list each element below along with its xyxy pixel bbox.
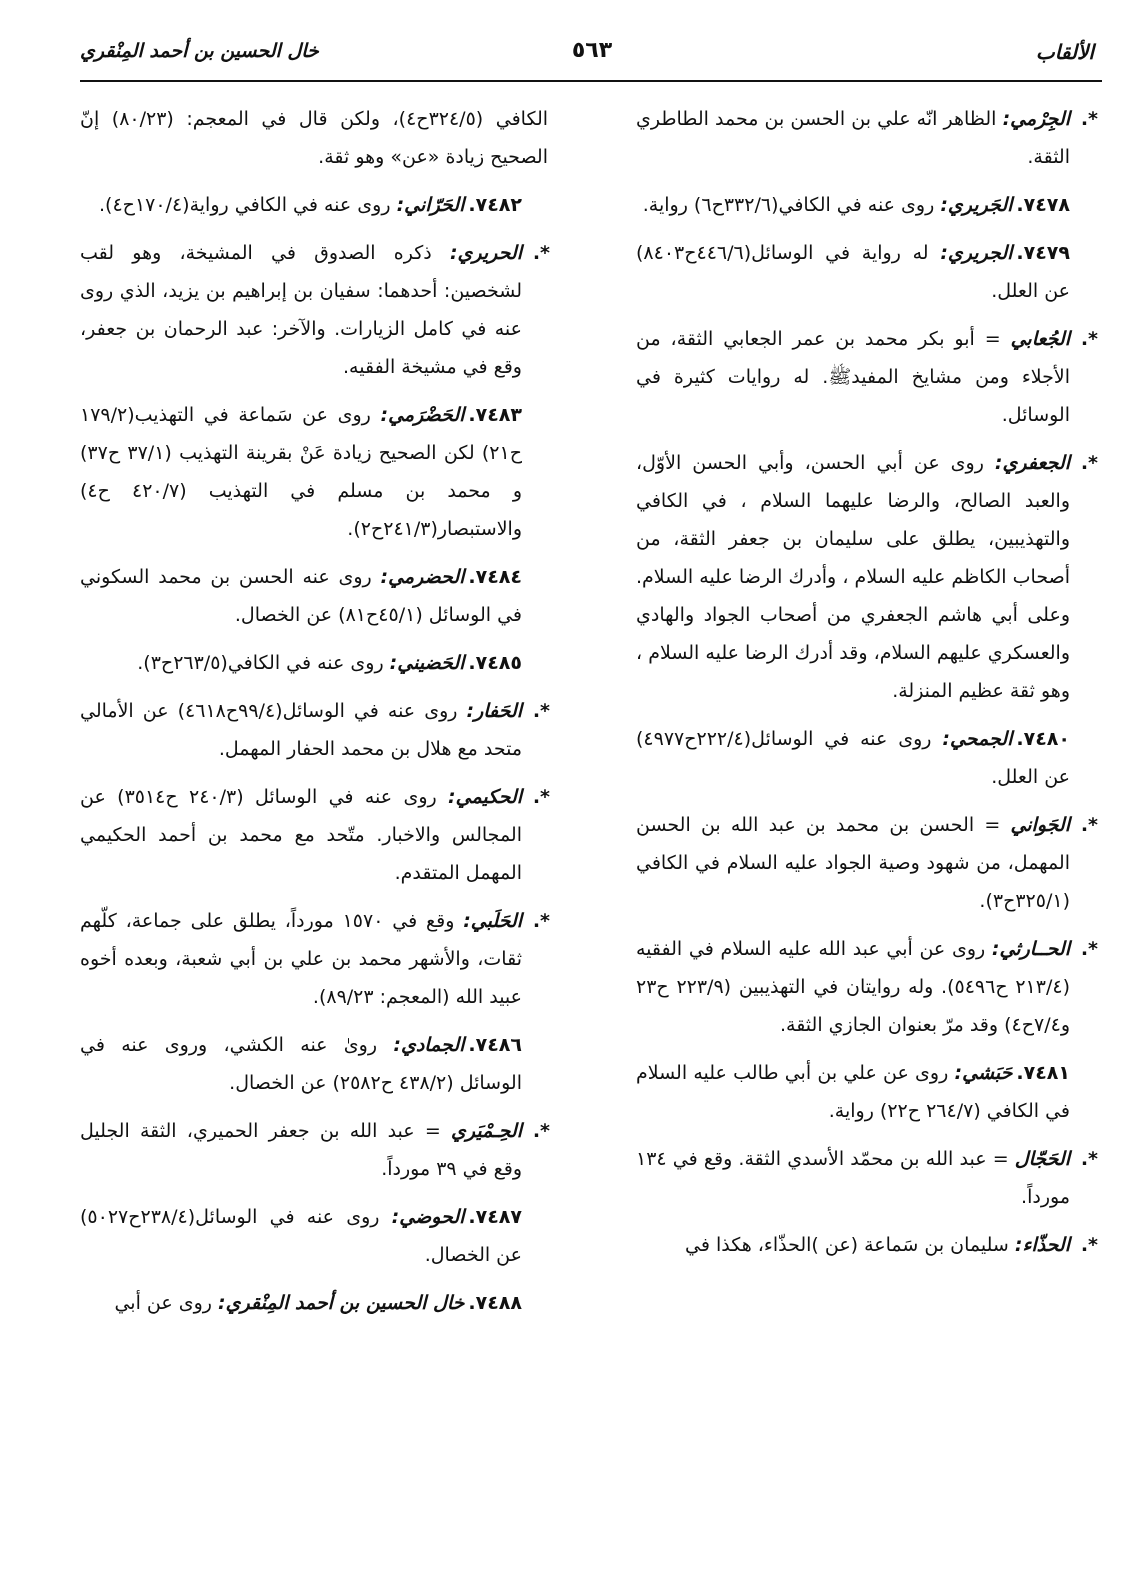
entry bbox=[636, 186, 1096, 224]
entry-term: حَبَشي: bbox=[954, 1062, 1013, 1084]
entry-text: الكافي (٣٢٤/٥ح٤)، ولكن قال في المعجم: (٨٠/٢٣) إنّ الصحيح زيادة «عن» وهو ثقة. bbox=[80, 108, 549, 168]
entry bbox=[80, 186, 548, 224]
entry-text: روى عن أبي الحسن، وأبي الحسن الأوّل، والعبد الصالح، والرضا عليهما السلام ، في الكافي والتهذيبين، يطلق على سليمان بن جعفر الثقة، من أصحاب الكاظم عليه السلام ، وأدرك الرضا عليه السلام. وعلى أبي هاشم الجعفري من أصحاب الجواد والهادي والعسكري عليهم السلام، وقد أدرك الرضا عليه السلام ، وهو ثقة عظيم المنزلة. bbox=[636, 452, 1070, 702]
entry-term: الجُعابي bbox=[1010, 328, 1070, 350]
entry-text: روى عن علي بن أبي طالب عليه السلام في الكافي (٢٦٤/٧ ح٢٢) رواية. bbox=[636, 1062, 1070, 1122]
entry-marker: *. bbox=[1080, 108, 1098, 130]
entry-text: روى عنه في الوسائل (٢٤٠/٣ ح٣٥١٤) عن المجالس والاخبار. متّحد مع محمد بن أحمد الحكيمي المهمل المتقدم. bbox=[80, 786, 522, 884]
entry-marker: *. bbox=[532, 910, 550, 932]
entry-text: = عبد الله بن محمّد الأسدي الثقة. وقع في ١٣٤ مورداً. bbox=[636, 1148, 1070, 1208]
entry-text: = أبو بكر محمد بن عمر الجعابي الثقة، من الأجلاء ومن مشايخ المفيدﷺ. له روايات كثيرة في الوسائل. bbox=[636, 328, 1070, 426]
left-column bbox=[80, 100, 548, 1332]
entry-number: ٧٤٨٨. bbox=[468, 1292, 522, 1314]
entry bbox=[80, 902, 548, 1016]
entry-number: ٧٤٨٢. bbox=[468, 194, 522, 216]
entry-term: الحضرمي: bbox=[380, 566, 465, 588]
entry-number: ٧٤٧٩. bbox=[1016, 242, 1070, 264]
entry-term: الجَواني bbox=[1010, 814, 1070, 836]
entry-term: الجعفري: bbox=[994, 452, 1070, 474]
entry-text: الظاهر انّه علي بن الحسن بن محمد الطاطري الثقة. bbox=[636, 108, 1070, 168]
entry bbox=[80, 1112, 548, 1188]
right-column bbox=[636, 100, 1096, 1274]
entry bbox=[80, 234, 548, 386]
entry-marker: *. bbox=[1080, 938, 1098, 960]
entry bbox=[80, 396, 548, 548]
entry-term: الحِـمْيَري bbox=[451, 1120, 522, 1142]
entry-text: روى عنه في الكافي(٢٦٣/٥ح٣). bbox=[137, 652, 390, 674]
entry-number: ٧٤٨٧. bbox=[468, 1206, 522, 1228]
section-title: الألقاب bbox=[1035, 40, 1094, 64]
entry-term: الجريري: bbox=[940, 242, 1013, 264]
entry-text: روى عنه في الوسائل(٩٩/٤ح٤٦١٨) عن الأمالي متحد مع هلال بن محمد الحفار المهمل. bbox=[80, 700, 522, 760]
entry-text: روى عن سَماعة في التهذيب(١٧٩/٢ ح٢١) لكن الصحيح زيادة عَنْ بقرينة التهذيب (٣٧/١ ح٣٧) و محمد بن مسلم في التهذيب (٤٢٠/٧ ح٤) والاستبصار(٢٤١/٣ح٢). bbox=[80, 404, 522, 540]
entry-term: الحَجّال bbox=[1014, 1148, 1070, 1170]
entry bbox=[80, 1284, 548, 1322]
entry-term: الحَفار: bbox=[466, 700, 522, 722]
entry-text: روى عنه في الكافي رواية(١٧٠/٤ح٤). bbox=[99, 194, 397, 216]
entry-text: له رواية في الوسائل(٤٤٦/٦ح٨٤٠٣) عن العلل. bbox=[636, 242, 1070, 302]
entry-number: ٧٤٨٣. bbox=[468, 404, 522, 426]
entry-marker: *. bbox=[1080, 1148, 1098, 1170]
entry bbox=[636, 234, 1096, 310]
entry-number: ٧٤٨١. bbox=[1016, 1062, 1070, 1084]
entry-term: الجِرْمي: bbox=[1002, 108, 1070, 130]
entry-number: ٧٤٨٦. bbox=[468, 1034, 522, 1056]
entry-term: الحَلَبي: bbox=[463, 910, 522, 932]
entry-term: الجَريري: bbox=[940, 194, 1013, 216]
entry-term: خال الحسين بن أحمد المِنْقري: bbox=[218, 1292, 465, 1314]
entry-text: سليمان بن سَماعة (عن )الحذّاء، هكذا في bbox=[685, 1234, 1015, 1256]
entry bbox=[636, 930, 1096, 1044]
entry-term: الجمادي: bbox=[393, 1034, 465, 1056]
entry bbox=[80, 558, 548, 634]
entry-text: وقع في ١٥٧٠ مورداً، يطلق على جماعة، كلّهم ثقات، والأشهر محمد بن علي بن أبي شعبة، وبعده أخوه عبيد الله (المعجم: ٨٩/٢٣). bbox=[80, 910, 522, 1008]
entry bbox=[80, 100, 548, 176]
entry-term: الحذّاء: bbox=[1014, 1234, 1070, 1256]
entry-marker: *. bbox=[1080, 814, 1098, 836]
entry-number: ٧٤٨٥. bbox=[468, 652, 522, 674]
entry-number: ٧٤٨٤. bbox=[468, 566, 522, 588]
entry-marker: *. bbox=[1080, 452, 1098, 474]
entry bbox=[80, 692, 548, 768]
entry-marker: *. bbox=[532, 242, 550, 264]
entry bbox=[80, 1026, 548, 1102]
entry bbox=[636, 100, 1096, 176]
entry bbox=[636, 444, 1096, 710]
entry-text: = عبد الله بن جعفر الحميري، الثقة الجليل وقع في ٣٩ مورداً. bbox=[80, 1120, 522, 1180]
entry-number: ٧٤٧٨. bbox=[1016, 194, 1070, 216]
entry-text: روى عنه في الكافي(٣٣٢/٦ح٦) رواية. bbox=[642, 194, 941, 216]
entry bbox=[636, 1226, 1096, 1264]
entry-text: روى عنه في الوسائل(٢٣٨/٤ح٥٠٢٧) عن الخصال. bbox=[80, 1206, 522, 1266]
entry bbox=[636, 1054, 1096, 1130]
entry-term: الحَضْرَمي: bbox=[380, 404, 465, 426]
entry-term: الحوضي: bbox=[391, 1206, 465, 1228]
running-title: خال الحسين بن أحمد المِنْقري bbox=[80, 40, 319, 62]
entry-term: الحَرّاني: bbox=[396, 194, 465, 216]
entry-term: الجمحي: bbox=[942, 728, 1013, 750]
entry-text: روى عن أبي bbox=[114, 1292, 219, 1314]
page-number: ٥٦٣ bbox=[571, 38, 613, 63]
entry-marker: *. bbox=[532, 1120, 550, 1142]
entry-marker: *. bbox=[532, 786, 550, 808]
entry bbox=[80, 644, 548, 682]
entry-text: ذكره الصدوق في المشيخة، وهو لقب لشخصين: أحدهما: سفيان بن إبراهيم بن يزيد، الذي روى عنه في كامل الزيارات. والآخر: عبد الرحمان بن جعفر، وقع في مشيخة الفقيه. bbox=[80, 242, 522, 378]
entry bbox=[80, 778, 548, 892]
page-header bbox=[80, 38, 1104, 82]
entry-text: = الحسن بن محمد بن عبد الله بن الحسن المهمل، من شهود وصية الجواد عليه السلام في الكافي (٣٢٥/١ح٣). bbox=[636, 814, 1070, 912]
entry bbox=[636, 320, 1096, 434]
entry-text: روى عنه الحسن بن محمد السكوني في الوسائل (٤٥/١ح٨١) عن الخصال. bbox=[80, 566, 522, 626]
entry-term: الحَضيني: bbox=[389, 652, 465, 674]
entry-text: روى عنه في الوسائل(٢٢٢/٤ح٤٩٧٧) عن العلل. bbox=[636, 728, 1070, 788]
entry bbox=[80, 1198, 548, 1274]
entry-term: الحكيمي: bbox=[448, 786, 522, 808]
entry-term: الحريري: bbox=[449, 242, 522, 264]
entry-text: روى عن أبي عبد الله عليه السلام في الفقيه (٢١٣/٤ ح٥٤٩٦). وله روايتان في التهذيبين (٢٢٣/٩ ح٢٣ و٧/٤ح٤) وقد مرّ بعنوان الجازي الثقة. bbox=[636, 938, 1070, 1036]
entry-marker: *. bbox=[532, 700, 550, 722]
entry-term: الحــارثي: bbox=[991, 938, 1070, 960]
entry-marker: *. bbox=[1080, 1234, 1098, 1256]
entry bbox=[636, 720, 1096, 796]
entry bbox=[636, 1140, 1096, 1216]
entry-marker: *. bbox=[1080, 328, 1098, 350]
header-divider bbox=[80, 80, 1102, 82]
entry-number: ٧٤٨٠. bbox=[1016, 728, 1070, 750]
entry-text: روىٰ عنه الكشي، وروى عنه في الوسائل (٤٣٨/٢ ح٢٥٨٢) عن الخصال. bbox=[80, 1034, 522, 1094]
entry bbox=[636, 806, 1096, 920]
